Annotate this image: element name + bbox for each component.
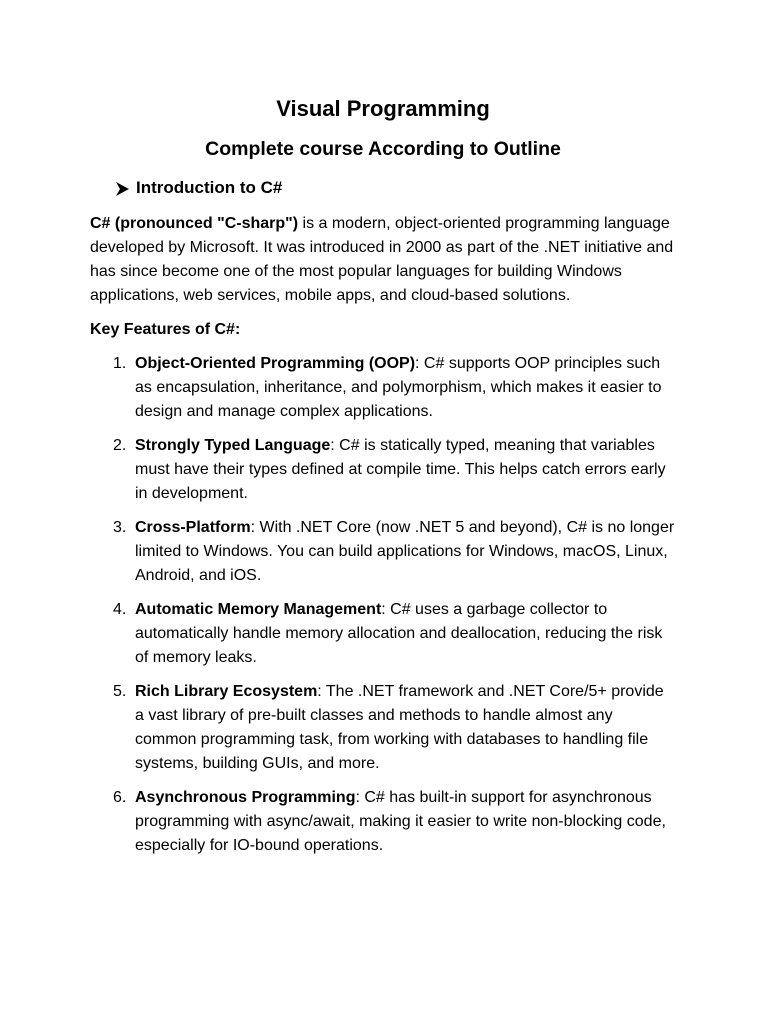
feature-body — [135, 516, 676, 588]
document-title: Visual Programming — [276, 96, 490, 121]
feature-number: 6. — [113, 789, 127, 806]
feature-item — [90, 598, 676, 670]
intro-text: is a modern, object-oriented programming language developed by Microsoft. It was introduced in 2000 as part of the .NET initiative and has since become one of the most popular languages for building Windows applications, web services, mobile apps, and cloud-based solutions. — [90, 215, 674, 304]
feature-item — [90, 434, 676, 506]
feature-item — [90, 786, 676, 858]
intro-paragraph — [90, 212, 676, 308]
feature-number: 4. — [113, 601, 127, 618]
feature-number: 2. — [113, 437, 127, 454]
section-heading-label: Introduction to C# — [136, 178, 283, 197]
feature-body — [135, 434, 676, 506]
feature-text: : C# has built-in support for asynchronous programming with async/await, making it easier to write non-blocking code, especially for IO-bound operations. — [135, 789, 666, 854]
feature-text: : With .NET Core (now .NET 5 and beyond), C# is no longer limited to Windows. You can build applications for Windows, macOS, Linux, Android, and iOS. — [135, 519, 675, 584]
feature-item — [90, 352, 676, 424]
feature-term: Automatic Memory Management — [135, 601, 382, 618]
feature-body — [135, 598, 676, 670]
feature-body — [135, 786, 676, 858]
feature-body — [135, 680, 676, 776]
feature-number: 3. — [113, 519, 127, 536]
document-subtitle: Complete course According to Outline — [205, 138, 561, 160]
feature-term: Cross-Platform — [135, 519, 251, 536]
feature-text: : C# uses a garbage collector to automatically handle memory allocation and deallocation, reducing the risk of memory leaks. — [135, 601, 663, 666]
feature-term: Asynchronous Programming — [135, 789, 356, 806]
feature-text: : C# supports OOP principles such as encapsulation, inheritance, and polymorphism, which makes it easier to design and manage complex applications. — [135, 355, 662, 420]
features-heading: Key Features of C#: — [90, 321, 241, 338]
intro-term: C# (pronounced "C-sharp") — [90, 215, 299, 232]
feature-item — [90, 680, 676, 776]
feature-text: : C# is statically typed, meaning that variables must have their types defined at compile time. This helps catch errors early in development. — [135, 437, 666, 502]
feature-number: 1. — [113, 355, 127, 372]
feature-body — [135, 352, 676, 424]
feature-term: Object-Oriented Programming (OOP) — [135, 355, 416, 372]
feature-term: Rich Library Ecosystem — [135, 683, 318, 700]
arrow-bullet-icon — [114, 180, 130, 196]
feature-term: Strongly Typed Language — [135, 437, 331, 454]
feature-text: : The .NET framework and .NET Core/5+ provide a vast library of pre-built classes and methods to handle almost any common programming task, from working with databases to handling file systems, building GUIs, and more. — [135, 683, 664, 772]
feature-item — [90, 516, 676, 588]
feature-list — [90, 352, 676, 858]
section-heading — [114, 176, 676, 200]
feature-number: 5. — [113, 683, 127, 700]
